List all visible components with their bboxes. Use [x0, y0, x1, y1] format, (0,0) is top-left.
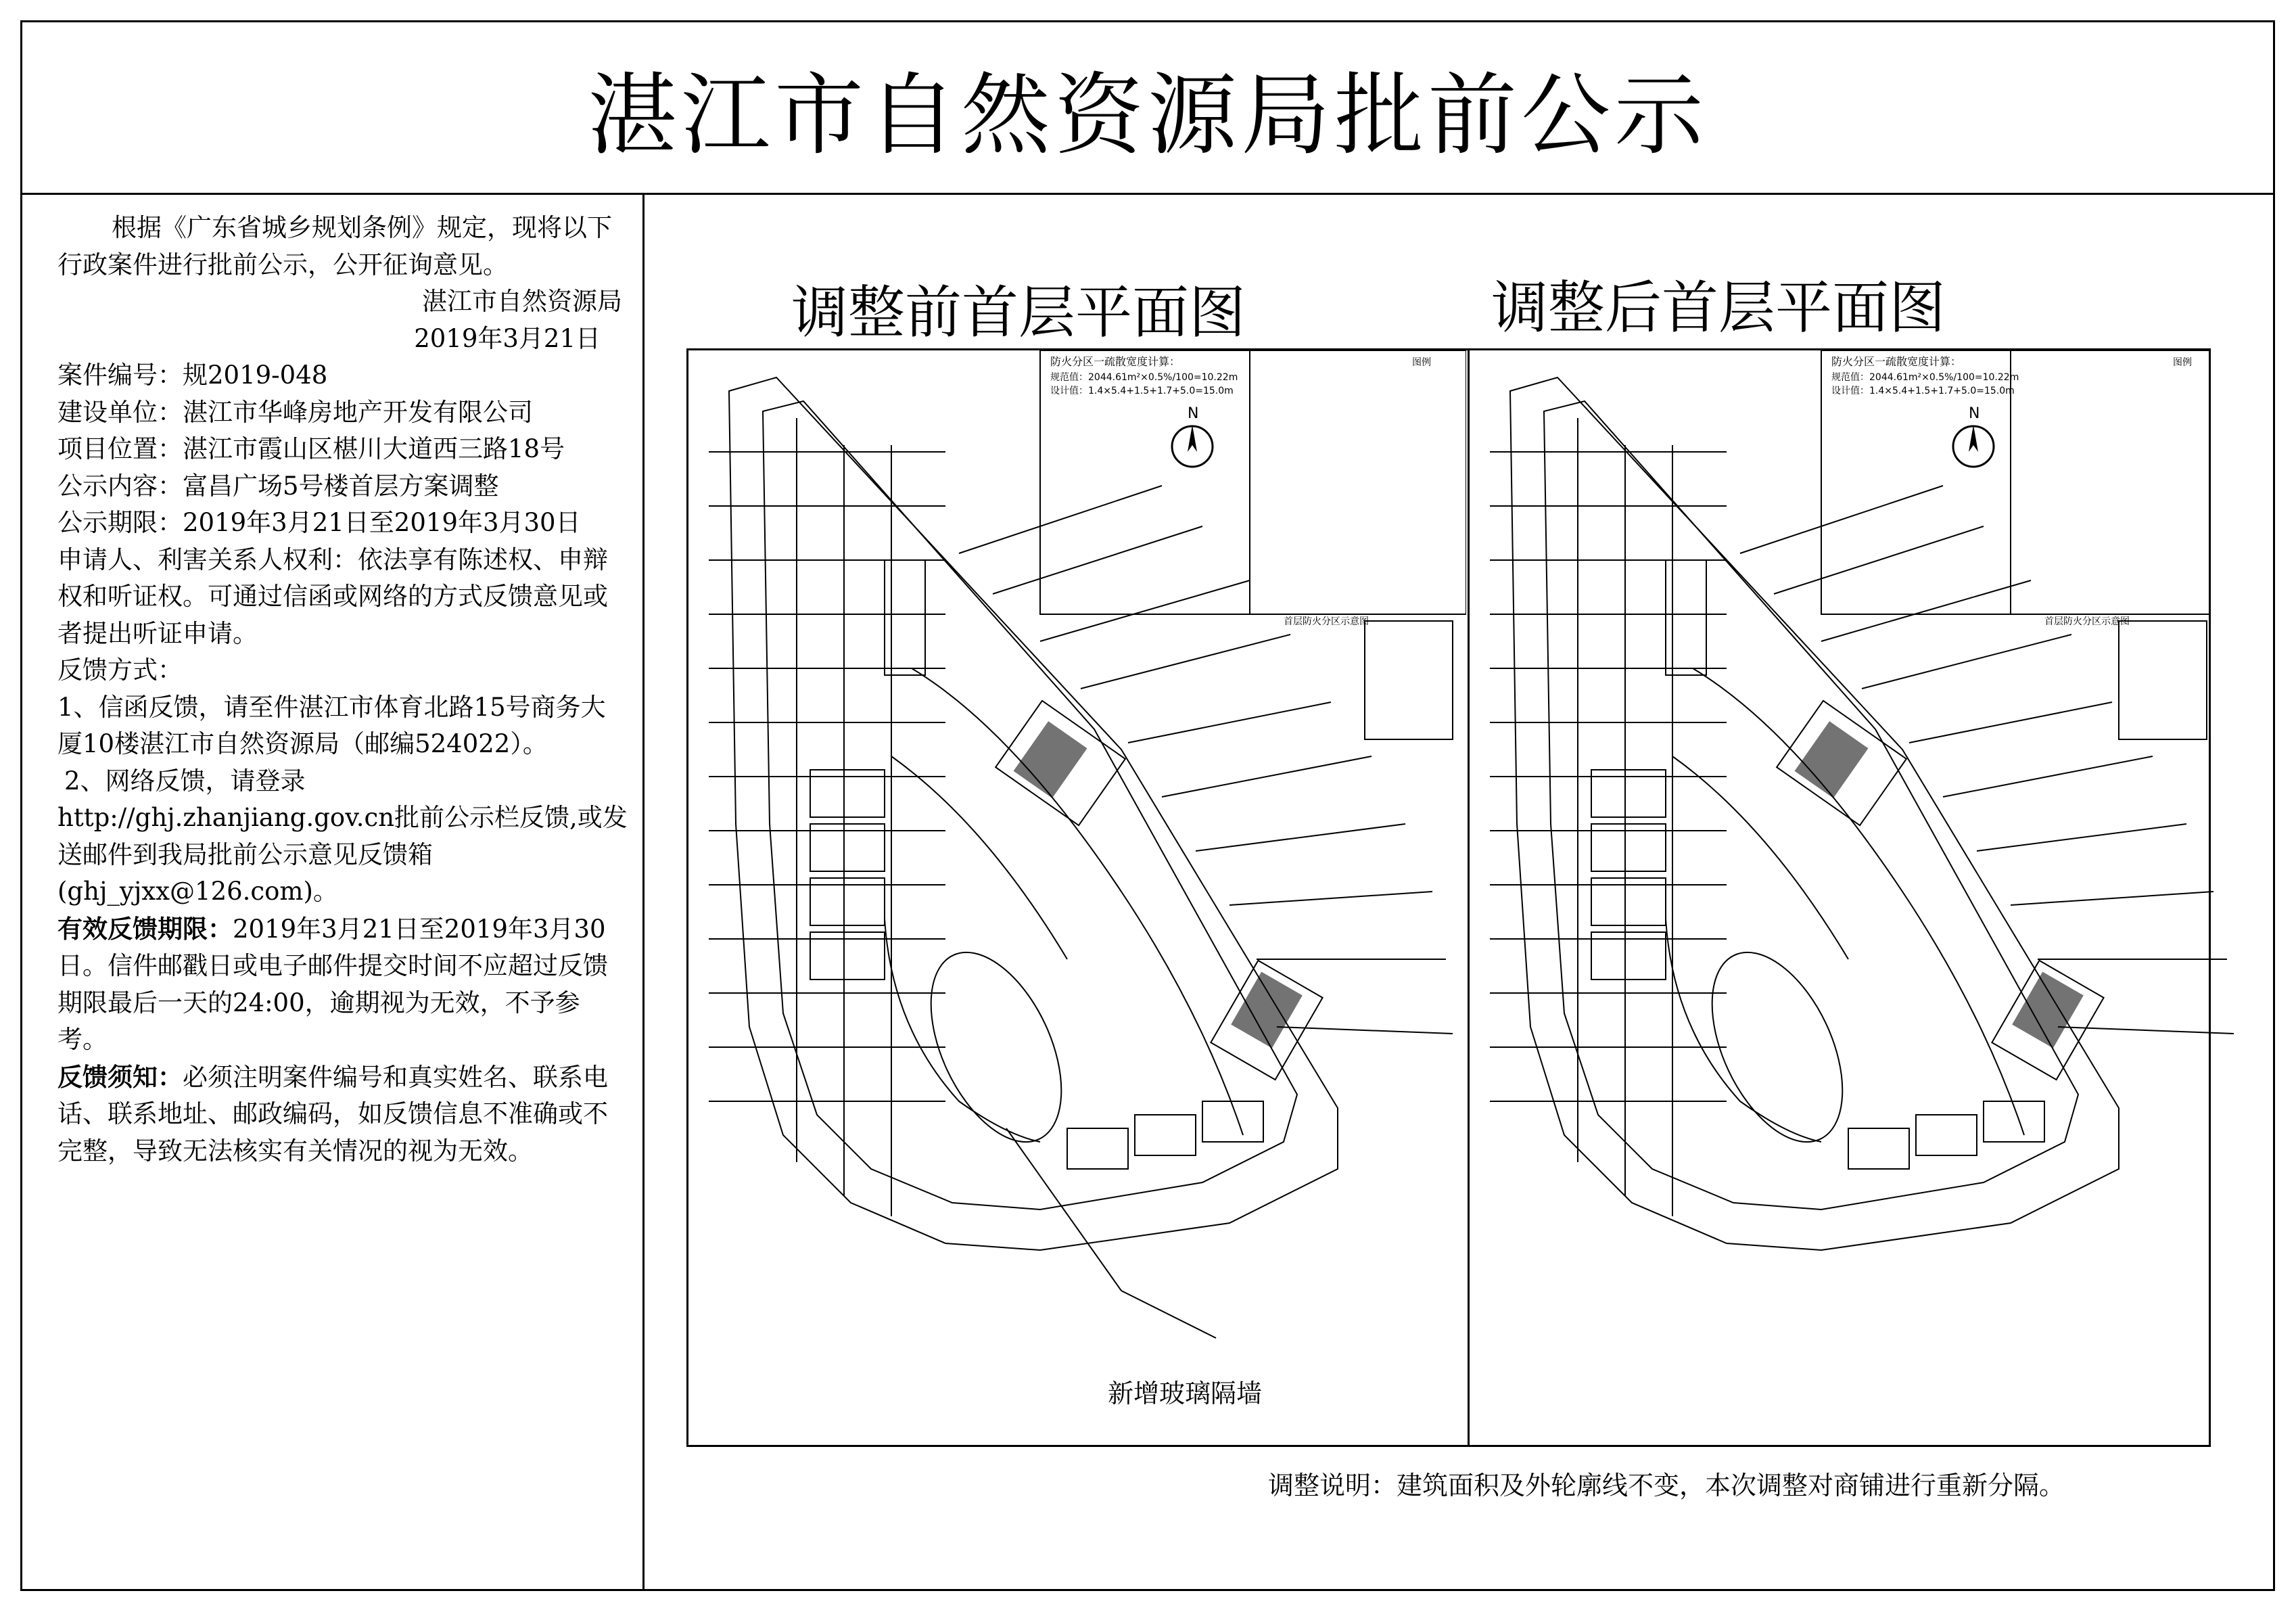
calc-heading: 防火分区一疏散宽度计算： [1831, 355, 1962, 368]
notice-content: 公示内容：富昌广场5号楼首层方案调整 [57, 471, 499, 501]
applicant: 建设单位：湛江市华峰房地产开发有限公司 [57, 397, 533, 427]
callout-text: 新增玻璃隔墙 [1108, 1379, 1263, 1408]
calc-heading: 防火分区一疏散宽度计算： [1050, 355, 1181, 368]
after-building-outline [1510, 377, 2119, 1250]
rights-text: 申请人、利害关系人权利：依法享有陈述权、申辩权和听证权。可通过信函或网络的方式反馈意见或者提出听证申请。 [57, 545, 608, 648]
feedback-title: 反馈方式： [57, 655, 183, 685]
feedback-notice [57, 1059, 629, 1170]
after-floor-plan [1470, 350, 2247, 1445]
case-number: 案件编号：规2019-048 [57, 361, 328, 390]
legend-heading: 图例 [2173, 357, 2192, 368]
valid-period [57, 911, 629, 1059]
valid-period-body: 2019年3月21日至2019年3月30日。信件邮戳日或电子邮件提交时间不应超过反馈期限最后一天的24:00，逾期视为无效，不予参考。 [57, 914, 608, 1054]
page-title: 湛江市自然资源局批前公示 [588, 64, 1708, 168]
north-label: N [1188, 405, 1199, 422]
feedback-web-body: http://ghj.zhanjiang.gov.cn批前公示栏反馈,或发送邮件到我局批前公示意见反馈箱(ghj_yjxx@126.com)。 [57, 803, 628, 906]
after-minimap [2119, 621, 2207, 739]
north-label: N [1969, 405, 1980, 422]
minimap-label: 首层防火分区示意图 [1284, 616, 1369, 627]
notice-intro: 根据《广东省城乡规划条例》规定，现将以下行政案件进行批前公示，公开征询意见。 [57, 213, 612, 279]
feedback-mail: 1、信函反馈，请至件湛江市体育北路15号商务大厦10楼湛江市自然资源局（邮编524022）。 [57, 692, 606, 758]
notice-issuer: 湛江市自然资源局 [422, 287, 622, 316]
calc-line-1: 规范值：2044.61m²×0.5%/100=10.22m [1050, 372, 1238, 383]
calc-line-2: 设计值：1.4×5.4+1.5+1.7+5.0=15.0m [1831, 386, 2015, 396]
feedback-notice-body: 必须注明案件编号和真实姓名、联系电话、联系地址、邮政编码，如反馈信息不准确或不完整，导致无法核实有关情况的视为无效。 [57, 1062, 608, 1166]
notice-text-column [22, 195, 645, 1591]
adjustment-note: 调整说明：建筑面积及外轮廓线不变，本次调整对商铺进行重新分隔。 [1268, 1471, 2065, 1500]
notice-period: 公示期限：2019年3月21日至2019年3月30日 [57, 508, 581, 537]
before-building-outline [729, 377, 1338, 1250]
project-location: 项目位置：湛江市霞山区椹川大道西三路18号 [57, 434, 565, 463]
title-row [22, 22, 2273, 195]
floor-plans-panel [686, 348, 2211, 1447]
legend-heading: 图例 [1412, 357, 1431, 368]
after-plan-title: 调整后首层平面图 [1491, 275, 1946, 341]
calc-line-2: 设计值：1.4×5.4+1.5+1.7+5.0=15.0m [1050, 386, 1234, 396]
minimap-label: 首层防火分区示意图 [2044, 616, 2130, 627]
before-plan-title: 调整前首层平面图 [791, 279, 1246, 346]
calc-line-1: 规范值：2044.61m²×0.5%/100=10.22m [1831, 372, 2019, 383]
feedback-web-title: 2、网络反馈，请登录 [64, 766, 306, 796]
before-floor-plan [688, 350, 1466, 1445]
valid-period-label: 有效反馈期限： [57, 913, 233, 944]
notice-date: 2019年3月21日 [414, 323, 601, 353]
before-minimap [1365, 621, 1453, 739]
feedback-notice-label: 反馈须知： [57, 1061, 183, 1092]
